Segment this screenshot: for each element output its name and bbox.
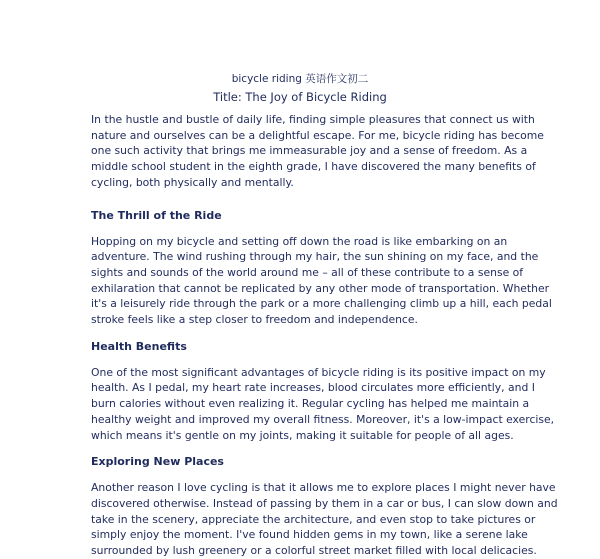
section-paragraph-health [91,365,555,444]
paragraph-line: simply enjoy the moment. I've found hidden gems in my town, like a serene lake [91,528,528,542]
paragraph-line: which means it's gentle on my joints, making it suitable for people of all ages. [91,428,514,442]
paragraph-line: Another reason I love cycling is that it allows me to explore places I might never have [91,481,556,495]
document-body [91,112,558,559]
section-paragraph-thrill [91,234,552,328]
paragraph-line: One of the most significant advantages of bicycle riding is its positive impact on my [91,365,546,379]
paragraph-line: In the hustle and bustle of daily life, finding simple pleasures that connect us with [91,113,535,126]
header-cjk: 英语作文初二 [305,73,369,85]
paragraph-line: take in the scenery, appreciate the architecture, and even stop to take pictures or [91,512,536,526]
section-heading-health: Health Benefits [91,339,187,353]
document-title: Title: The Joy of Bicycle Riding [213,90,387,104]
section-heading-thrill: The Thrill of the Ride [91,208,222,222]
section-heading-exploring: Exploring New Places [91,455,224,469]
paragraph-line: exhilaration that cannot be replicated by any other mode of transportation. Whether [91,281,550,295]
paragraph-line: surrounded by lush greenery or a colorful street market filled with local delicacies. [91,544,537,558]
paragraph-line: middle school student in the eighth grade, I have discovered the many benefits of [91,160,536,174]
paragraph-line: cycling, both physically and mentally. [91,175,294,189]
paragraph-line: sights and sounds of the world around me – all of these contribute to a sense of [91,265,524,279]
section-paragraph-exploring [91,480,558,559]
paragraph-line: burn calories without even realizing it. Regular cycling has helped me maintain a [91,397,530,411]
paragraph-line: adventure. The wind rushing through my hair, the sun shining on my face, and the [91,250,539,264]
paragraph-line: healthy weight and improved my overall fitness. Moreover, it's a low-impact exercise, [91,412,555,426]
paragraph-line: discovered otherwise. Instead of passing by them in a car or bus, I can slow down and [91,496,558,510]
paragraph-line: Hopping on my bicycle and setting off down the road is like embarking on an [91,234,508,248]
paragraph-line: health. As I pedal, my heart rate increases, blood circulates more efficiently, and I [91,381,535,395]
paragraph-line: it's a leisurely ride through the park or a more challenging climb up a hill, each pedal [91,297,552,311]
paragraph-line: stroke feels like a step closer to freedom and independence. [91,313,418,327]
document-header [0,72,600,86]
paragraph-line: one such activity that brings me immeasurable joy and a sense of freedom. As a [91,144,528,158]
intro-paragraph [91,112,544,191]
paragraph-line: nature and ourselves can be a delightful escape. For me, bicycle riding has become [91,128,544,142]
header-prefix: bicycle riding [231,73,302,85]
